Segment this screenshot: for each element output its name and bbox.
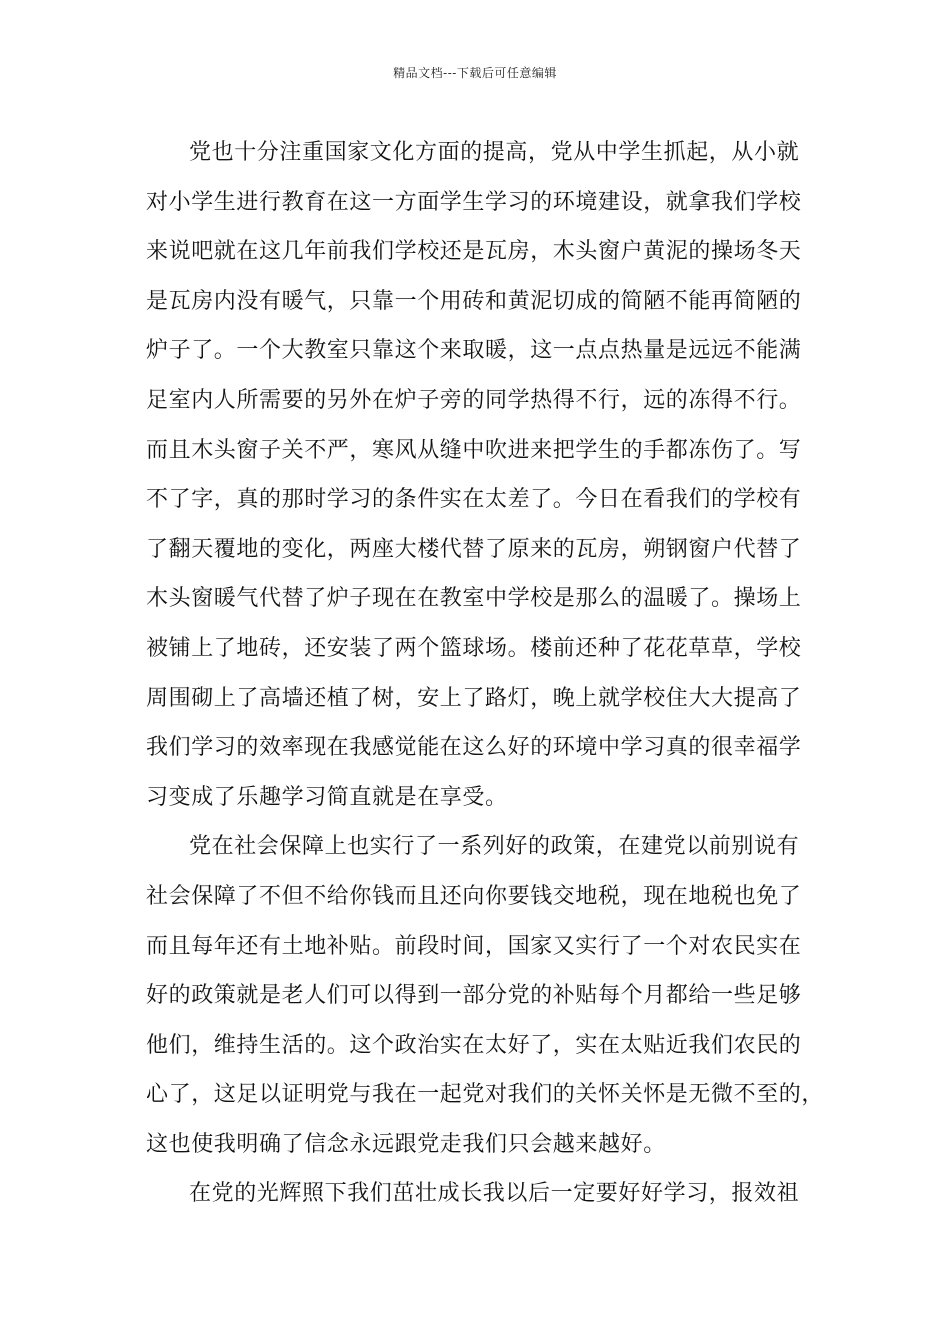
text-line: 好的政策就是老人们可以得到一部分党的补贴每个月都给一些足够 [146,983,802,1009]
text-line: 来说吧就在这几年前我们学校还是瓦房，木头窗户黄泥的操场冬天 [146,239,802,265]
text-line: 是瓦房内没有暖气，只靠一个用砖和黄泥切成的简陋不能再简陋的 [146,288,802,314]
text-line: 党在社会保障上也实行了一系列好的政策，在建党以前别说有 [189,834,800,860]
text-line: 社会保障了不但不给你钱而且还向你要钱交地税，现在地税也免了 [146,883,802,909]
text-line: 木头窗暖气代替了炉子现在在教室中学校是那么的温暖了。操场上 [146,586,802,612]
document-body [146,128,825,1219]
text-line: 了翻天覆地的变化，两座大楼代替了原来的瓦房，朔钢窗户代替了 [146,536,802,562]
text-line: 不了字，真的那时学习的条件实在太差了。今日在看我们的学校有 [146,487,802,513]
text-line: 足室内人所需要的另外在炉子旁的同学热得不行，远的冻得不行。 [146,387,802,413]
page-header: 精品文档---下载后可任意编辑 [393,66,557,80]
text-line: 这也使我明确了信念永远跟党走我们只会越来越好。 [146,1131,666,1157]
text-line: 习变成了乐趣学习简直就是在享受。 [146,784,508,810]
text-line: 心了，这足以证明党与我在一起党对我们的关怀关怀是无微不至的， [146,1082,825,1108]
text-line: 周围砌上了高墙还植了树，安上了路灯，晚上就学校住大大提高了 [146,685,802,711]
text-line: 炉子了。一个大教室只靠这个来取暖，这一点点热量是远远不能满 [146,338,802,364]
text-line: 而且每年还有土地补贴。前段时间，国家又实行了一个对农民实在 [146,933,802,959]
text-line: 对小学生进行教育在这一方面学生学习的环境建设，就拿我们学校 [146,189,802,215]
text-line: 在党的光辉照下我们茁壮成长我以后一定要好好学习，报效祖 [189,1181,800,1207]
text-line: 被铺上了地砖，还安装了两个篮球场。楼前还种了花花草草，学校 [146,635,802,661]
paragraph-3 [146,1169,810,1219]
paragraph-2 [146,822,825,1169]
text-line: 党也十分注重国家文化方面的提高，党从中学生抓起，从小就 [189,140,800,165]
text-line: 我们学习的效率现在我感觉能在这么好的环境中学习真的很幸福学 [146,735,802,761]
text-line: 他们，维持生活的。这个政治实在太好了，实在太贴近我们农民的 [146,1032,802,1058]
paragraph-1 [146,128,810,822]
text-line: 而且木头窗子关不严，寒风从缝中吹进来把学生的手都冻伤了。写 [146,437,802,463]
